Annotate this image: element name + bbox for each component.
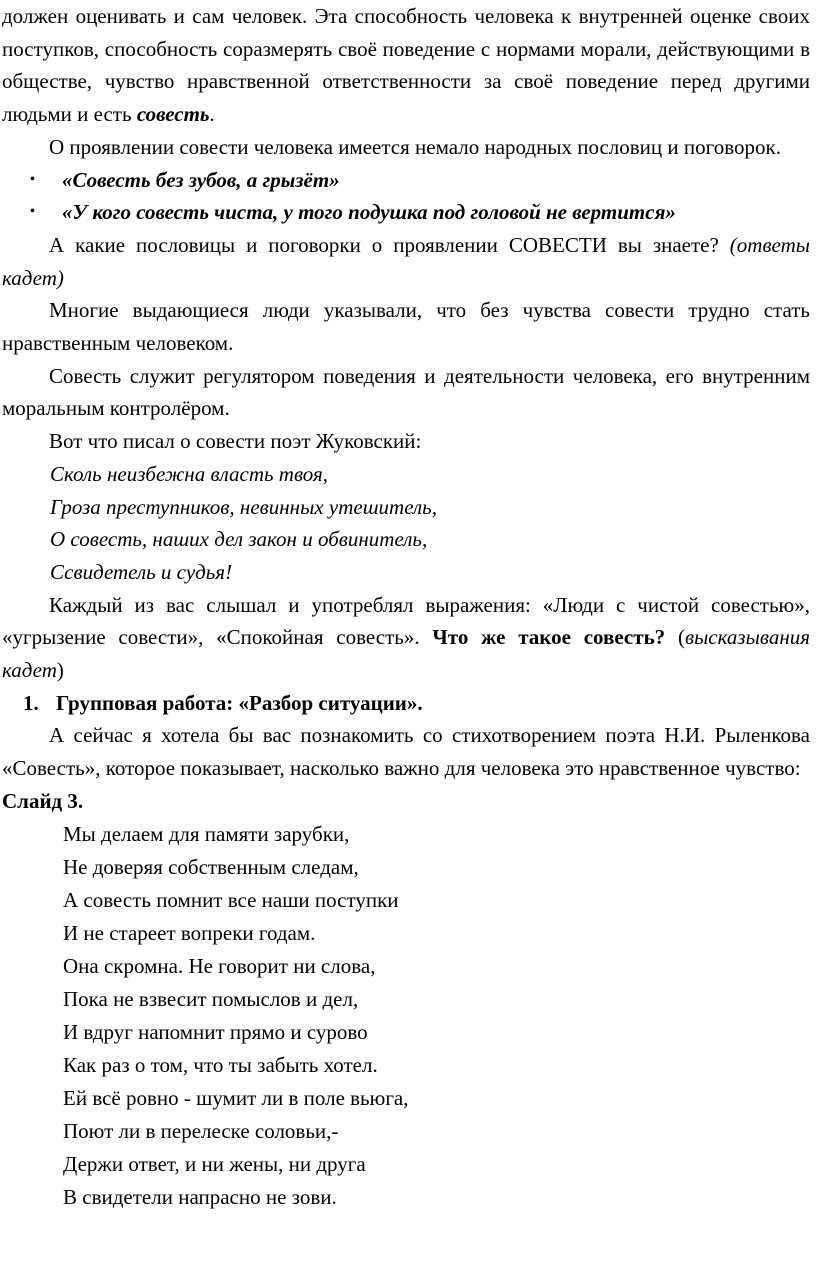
verse-line: Сколь неизбежна власть твоя, [50,461,329,486]
paragraph-conscience-definition [2,0,810,131]
cadet-answers-note: (ответы кадет) [2,232,810,290]
paragraph-text: должен оценивать и сам человек. Эта способность человека к внутренней оценке своих поступков, способность соразмерять своё поведение с нормами морали, действующими в обществе, чувство нравственной ответственности за своё поведение перед другими людьми и есть [2,4,810,127]
poem-line: А совесть помнит все наши поступки [63,887,399,912]
slide-label: Слайд 3. [2,788,84,813]
poem-line: Как раз о том, что ты забыть хотел. [63,1052,378,1077]
verse-line: Ссвидетель и судья! [50,559,233,584]
paragraph-expressions [2,589,810,687]
verse-line: О совесть, наших дел закон и обвинитель, [50,527,428,552]
proverb-item [2,164,810,197]
paren-close: ) [56,658,64,683]
poem-line: Не доверяя собственным следам, [63,854,359,879]
zhukovsky-verse [2,458,810,589]
verse-line: Гроза преступников, невинных утешитель, [50,494,437,519]
poem-line: Пока не взвесит помыслов и дел, [63,986,359,1011]
paragraph-end: . [209,102,215,127]
poem-line: В свидетели напрасно не зови. [63,1184,337,1209]
proverb-item [2,196,810,229]
poem-line: Она скромна. Не говорит ни слова, [63,953,376,978]
emphasis-conscience: совесть [136,102,210,127]
paragraph-text: А какие пословицы и поговорки о проявлении СОВЕСТИ вы знаете? [49,232,730,257]
paren-open: ( [677,625,685,650]
poem-line: Поют ли в перелеске соловьи,- [63,1118,339,1143]
spacer [665,625,678,649]
bullet-icon: • [30,171,35,187]
poem-line: Держи ответ, и ни жены, ни друга [63,1151,366,1176]
poem-line: Ей всё ровно - шумит ли в поле вьюга, [63,1085,409,1110]
bullet-icon: • [30,204,35,220]
paragraph-proverbs-question [2,229,810,294]
paragraph-regulator: Совесть служит регулятором поведения и деятельности человека, его внутренним моральным контролёром. [2,363,810,421]
proverb-list [2,164,810,229]
paragraph-proverbs-intro: О проявлении совести человека имеется немало народных пословиц и поговорок. [49,134,781,159]
paragraph-text: Каждый из вас слышал и употреблял выражения: «Люди с чистой совестью», «угрызение совести», «Спокойная совесть». [2,592,810,650]
question-what-is-conscience: Что же такое совесть? [432,625,666,650]
poem-line: Мы делаем для памяти зарубки, [63,821,350,846]
poem-line: И не стареет вопреки годам. [63,920,316,945]
section-number: 1. [23,690,39,715]
cadet-statements-note: высказывания кадет [2,625,810,683]
rylenkov-poem [2,818,810,1214]
section-title: Групповая работа: «Разбор ситуации». [56,690,423,715]
poem-line: И вдруг напомнит прямо и сурово [63,1019,368,1044]
paragraph-great-people: Многие выдающиеся люди указывали, что без чувства совести трудно стать нравственным человеком. [2,298,810,356]
paragraph-poem-intro: А сейчас я хотела бы вас познакомить со стихотворением поэта Н.И. Рыленкова «Совесть», которое показывает, насколько важно для человека это нравственное чувство: [2,723,810,781]
proverb-text: «Совесть без зубов, а грызёт» [62,167,340,192]
proverb-text: «У кого совесть чиста, у того подушка под головой не вертится» [62,200,676,225]
paragraph-zhukovsky-intro: Вот что писал о совести поэт Жуковский: [49,429,422,454]
section-heading-group-work [2,687,810,720]
